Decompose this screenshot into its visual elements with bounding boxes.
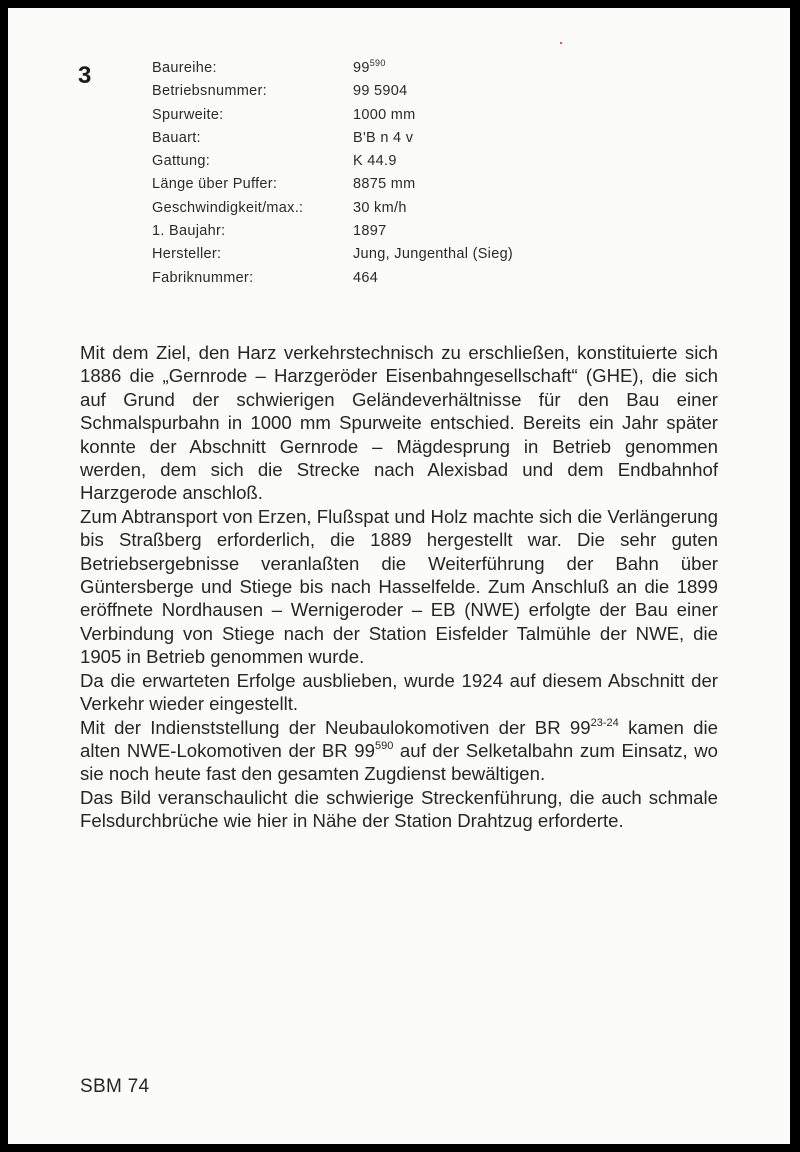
paragraph-founding: Mit dem Ziel, den Harz verkehrstechnisch zu erschließen, konstituierte sich 1886 die „Gernrode – Harzgeröder Eisenbahngesellschaft“ (GHE), die sich auf Grund der schwierigen Geländeverhältnisse für den Bau einer Schmalspurbahn in 1000 mm Spurweite entschied. Bereits ein Jahr später konnte der Abschnitt Gernrode – Mägdesprung in Betrieb genommen werden, dem sich die Strecke nach Alexisbad und dem Endbahnhof Harzgerode anschloß. xyxy=(80,342,718,504)
spec-label: Betriebsnummer: xyxy=(152,83,267,100)
spec-row xyxy=(152,150,513,173)
spec-label: Fabriknummer: xyxy=(152,269,254,286)
text-run: Mit der Indienststellung der Neubaulokomotiven der BR 99 xyxy=(80,716,591,738)
spec-row xyxy=(152,173,513,196)
spec-row xyxy=(152,57,513,80)
spec-label: Spurweite: xyxy=(152,106,224,123)
spec-value: K 44.9 xyxy=(353,153,397,170)
spec-label: Gattung: xyxy=(152,153,211,170)
spec-value: 30 km/h xyxy=(353,199,407,216)
spec-label: Bauart: xyxy=(152,129,201,146)
spec-row xyxy=(152,127,513,150)
spec-table xyxy=(152,57,513,290)
text-run: auf der Selketalbahn zum Einsatz, wo sie noch heute fast den gesamten Zugdienst bewältigen. xyxy=(80,739,718,785)
spec-label: Geschwindigkeit/max.: xyxy=(152,199,304,216)
spec-value-main: 99 xyxy=(353,60,370,76)
spec-row xyxy=(152,267,513,290)
spec-label: Länge über Puffer: xyxy=(152,176,278,193)
spec-value xyxy=(353,57,386,80)
spec-value: Jung, Jungenthal (Sieg) xyxy=(353,246,514,263)
description-text xyxy=(80,341,718,833)
paragraph-extension: Zum Abtransport von Erzen, Flußspat und Holz machte sich die Verlängerung bis Straßberg erforderlich, die 1889 hergestellt war. Die sehr guten Betriebsergebnisse veranlaßten die Weiterführung der Bahn über Güntersberge und Stiege bis nach Hasselfelde. Zum Anschluß an die 1899 eröffnete Nordhausen – Wernigeroder – EB (NWE) erfolgte der Bau einer Verbindung von Stiege nach der Station Eisfelder Talmühle der NWE, die 1905 in Betrieb genommen wurde. xyxy=(80,505,718,668)
text-run: kamen die alten NWE-Lokomotiven der BR 99 xyxy=(80,716,718,761)
spec-label: 1. Baujahr: xyxy=(152,223,226,240)
spec-row xyxy=(152,243,513,266)
spec-row xyxy=(152,197,513,220)
spec-label: Baureihe: xyxy=(152,60,217,76)
spec-value-superscript: 590 xyxy=(369,58,386,68)
text-superscript: 23-24 xyxy=(590,716,619,729)
paragraph-closure: Da die erwarteten Erfolge ausblieben, wurde 1924 auf diesem Abschnitt der Verkehr wieder eingestellt. xyxy=(80,669,718,715)
paragraph-picture: Das Bild veranschaulicht die schwierige Streckenführung, die auch schmale Felsdurchbrüche wie hier in Nähe der Station Drahtzug erforderte. xyxy=(80,786,718,832)
spec-value: 1000 mm xyxy=(353,106,416,123)
series-code: SBM 74 xyxy=(80,1076,150,1097)
spec-value: 1897 xyxy=(353,223,387,240)
spec-value: 464 xyxy=(353,269,379,286)
text-superscript: 590 xyxy=(374,739,394,752)
spec-label: Hersteller: xyxy=(152,246,222,263)
postcard-back xyxy=(8,8,790,1144)
card-number: 3 xyxy=(78,62,92,89)
spec-row xyxy=(152,220,513,243)
spec-value: B'B n 4 v xyxy=(353,129,414,146)
spec-value: 8875 mm xyxy=(353,176,416,193)
spec-value: 99 5904 xyxy=(353,83,408,100)
spec-row xyxy=(152,104,513,127)
spec-row xyxy=(152,80,513,103)
print-speck xyxy=(560,42,562,44)
paragraph-locomotives xyxy=(80,716,718,786)
